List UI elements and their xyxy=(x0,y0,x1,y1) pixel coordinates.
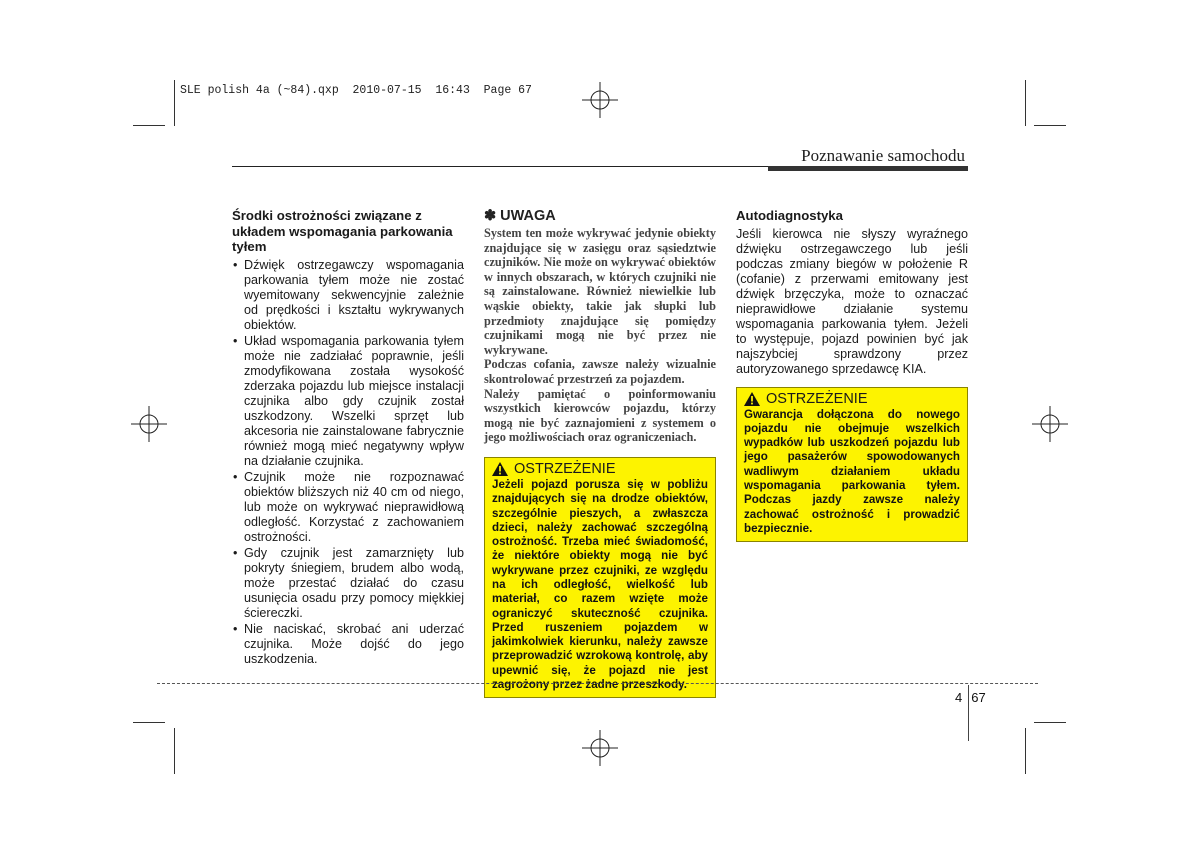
crop-mark xyxy=(133,125,165,126)
section-number: 4 xyxy=(955,690,963,705)
registration-mark-icon xyxy=(582,730,618,766)
warning-title: OSTRZEŻENIE xyxy=(766,390,868,407)
warning-triangle-icon xyxy=(492,462,508,476)
warning-box xyxy=(736,387,968,543)
registration-mark-icon xyxy=(582,82,618,118)
crop-mark xyxy=(174,80,175,126)
crop-mark xyxy=(1034,125,1066,126)
section-title: Poznawanie samochodu xyxy=(801,146,965,165)
page-number-divider xyxy=(968,685,969,741)
self-diagnosis-body: Jeśli kierowca nie słyszy wyraźnego dźwięku ostrzegawczego lub jeśli podczas zmiany biegów w położenie R (cofanie) z przerwami emitowany jest dźwięk brzęczyka, może to oznaczać nieprawidłowe działanie systemu wspomagania parkowania tyłem. Jeżeli to występuje, pojazd powinien być jak najszybciej sprawdzony przez autoryzowanego sprzedawcę KIA. xyxy=(736,226,968,376)
crop-mark xyxy=(133,722,165,723)
header-rule-accent xyxy=(768,166,968,171)
precautions-heading: Środki ostrożności związane z układem wspomagania parkowania tyłem xyxy=(232,208,453,254)
print-slug: SLE polish 4a (~84).qxp 2010-07-15 16:43 Page 67 xyxy=(180,84,532,97)
registration-mark-icon xyxy=(131,406,167,442)
note-body xyxy=(484,226,716,445)
column-self-diagnosis xyxy=(736,208,968,542)
page-number xyxy=(955,690,986,705)
note-paragraph: Podczas cofania, zawsze należy wizualnie skontrolować przestrzeń za pojazdem. xyxy=(484,357,716,386)
note-title: ✽ UWAGA xyxy=(484,208,556,224)
warning-title: OSTRZEŻENIE xyxy=(514,460,616,477)
note-paragraph: System ten może wykrywać jedynie obiekty znajdujące się w zasięgu oraz sąsiedztwie czujników. Nie może on wykrywać obiektów w innych obszarach, w których czujniki nie są zainstalowane. Również niewielkie lub wąskie obiekty, takie jak słupki lub przedmioty znajdujące się pomiędzy czujnikami mogą nie być przez nie wykrywane. xyxy=(484,226,716,357)
footer-rule xyxy=(157,683,1038,684)
warning-box xyxy=(484,457,716,698)
warning-triangle-icon xyxy=(744,392,760,406)
column-note xyxy=(484,208,716,698)
list-item: • Gdy czujnik jest zamarznięty lub pokryty śniegiem, brudem albo wodą, może przestać działać do czasu usunięcia osadu przy pomocy miękkiej ściereczki. xyxy=(232,546,464,621)
list-item: • Nie naciskać, skrobać ani uderzać czujnika. Może dojść do jego uszkodzenia. xyxy=(232,622,464,667)
registration-mark-icon xyxy=(1032,406,1068,442)
self-diagnosis-heading: Autodiagnostyka xyxy=(736,208,843,223)
column-precautions xyxy=(232,208,464,668)
warning-header xyxy=(744,392,960,407)
warning-header xyxy=(492,462,708,477)
list-item: • Dźwięk ostrzegawczy wspomagania parkowania tyłem może nie zostać wyemitowany sekwencyjnie zależnie od prędkości i kształtu wykrywanych obiektów. xyxy=(232,258,464,333)
crop-mark xyxy=(1025,728,1026,774)
crop-mark xyxy=(1025,80,1026,126)
note-paragraph: Należy pamiętać o poinformowaniu wszystkich kierowców pojazdu, którzy mogą nie być zaznajomieni z systemem o jego możliwościach oraz ograniczeniach. xyxy=(484,386,716,445)
warning-body: Jeżeli pojazd porusza się w pobliżu znajdujących się na drodze obiektów, szczególnie pieszych, a zwłaszcza dzieci, należy zachować szczególną ostrożność. Trzeba mieć świadomość, że niektóre obiekty mogą nie być wykrywane przez czujniki, ze względu na ich odległość, wielkość lub materiał, co razem wzięte może ograniczyć skuteczność czujnika. Przed ruszeniem pojazdem w jakimkolwiek kierunku, należy zawsze przeprowadzić wzrokową kontrolę, aby upewnić się, że pojazd nie jest zagrożony przez żadne przeszkody. xyxy=(492,477,708,692)
crop-mark xyxy=(174,728,175,774)
warning-body: Gwarancja dołączona do nowego pojazdu nie obejmuje wszelkich wypadków lub uszkodzeń pojazdu lub jego pasażerów spowodowanych wadliwym działaniem układu wspomagania parkowania tyłem. Podczas jazdy zawsze należy zachować ostrożność i prowadzić bezpiecznie. xyxy=(744,407,960,535)
crop-mark xyxy=(1034,722,1066,723)
page-number-value: 67 xyxy=(971,690,986,705)
precautions-list xyxy=(232,258,464,667)
list-item: • Układ wspomagania parkowania tyłem może nie zadziałać poprawnie, jeśli zmodyfikowana została wysokość zderzaka pojazdu lub miejsce instalacji czujnika albo gdy czujnik został uszkodzony. Wszelki sprzęt lub akcesoria nie zainstalowane fabrycznie również mogą mieć negatywny wpływ na działanie czujnika. xyxy=(232,334,464,469)
list-item: • Czujnik może nie rozpoznawać obiektów bliższych niż 40 cm od niego, lub może on wykrywać nieprawidłową odległość. Korzystać z zachowaniem ostrożności. xyxy=(232,470,464,545)
